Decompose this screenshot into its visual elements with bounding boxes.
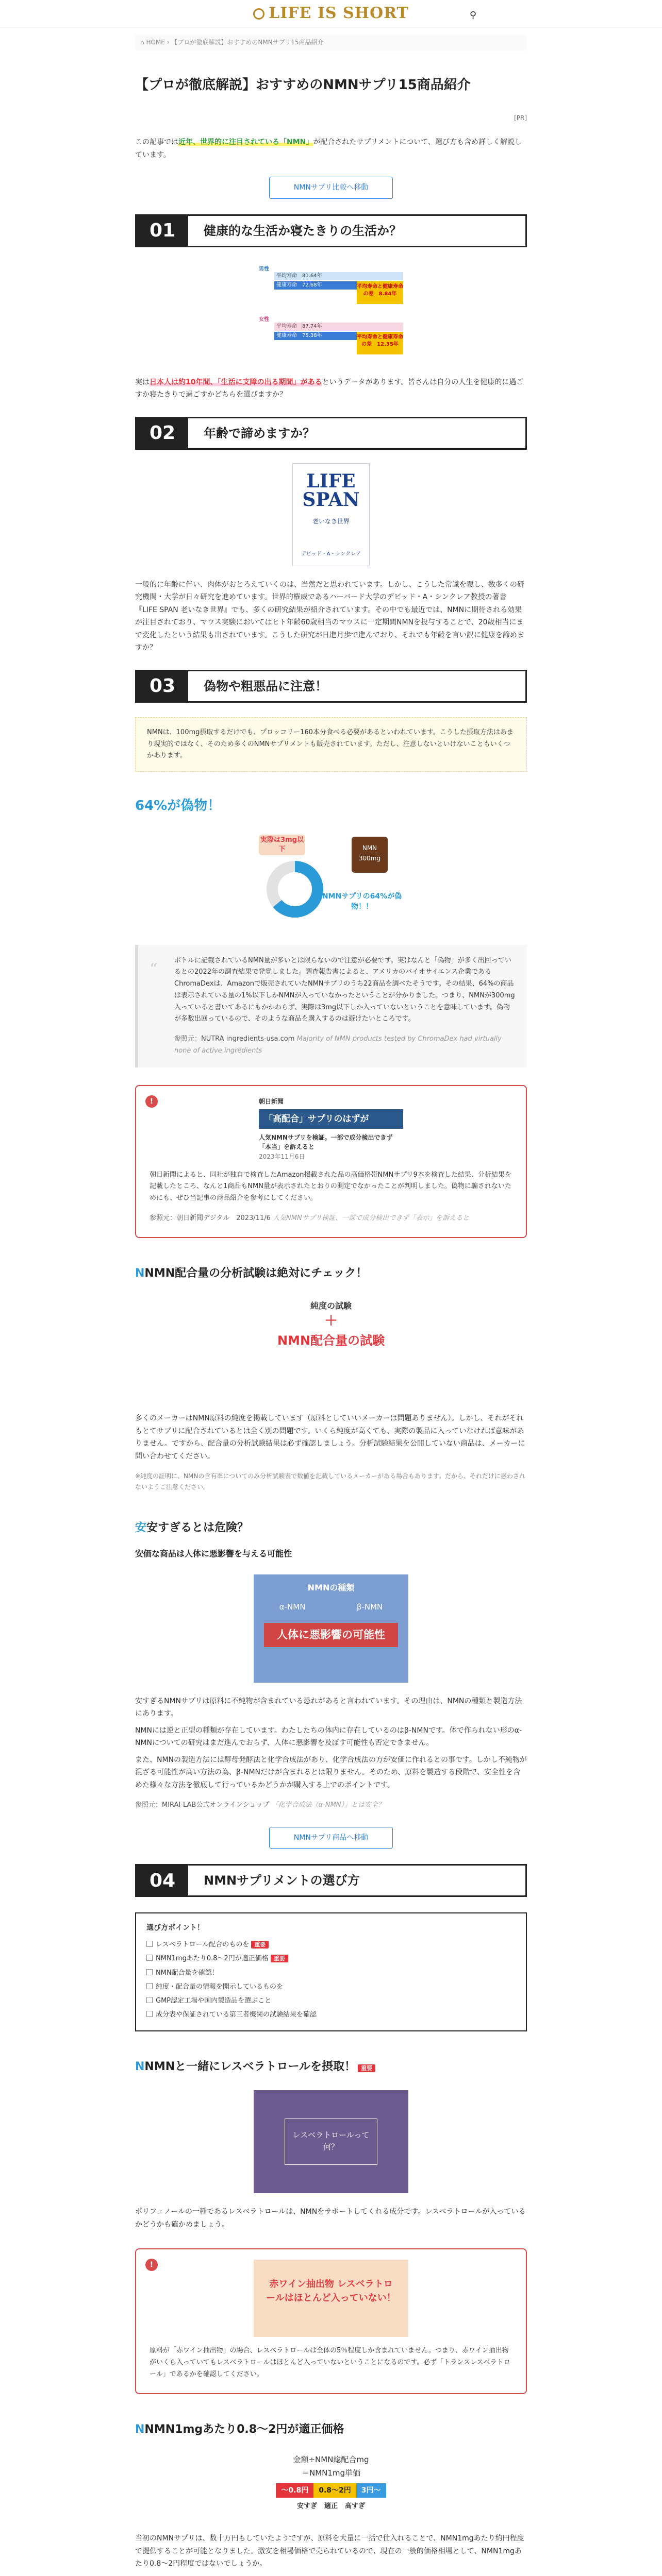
price-range-bar <box>254 2483 408 2498</box>
point-item <box>146 2008 516 2022</box>
point-text: レスベラトロール配合のものを <box>156 1940 250 1948</box>
product-button[interactable]: NMNサプリ商品へ移動 <box>269 1827 393 1849</box>
women-label: 女性 <box>259 316 269 323</box>
breadcrumb <box>135 35 527 50</box>
fake-rate-chart <box>254 832 408 924</box>
resveratrol-image <box>254 2090 408 2193</box>
point-item <box>146 1994 516 2008</box>
news-source: 朝日新聞 <box>259 1097 284 1105</box>
danger-reference <box>135 1800 527 1811</box>
price-text: 当初のNMNサプリは、数十万円もしていたようですが、原料を大量に一括で仕入れることで、NMN1mgあたり約円程度で提供することが可能となりました。激安を相場価格で売られているので、現在の一般的価格相場として、NMN1mgあたり0.8〜2円程度ではないでしょうか。 <box>135 2534 524 2568</box>
danger-heading: 安安すぎるとは危険？ <box>135 1521 249 1535</box>
price-formula-2: ＝NMN1mg単価 <box>301 2468 361 2478</box>
exclamation-icon: ! <box>145 2259 158 2271</box>
section-number: 01 <box>137 216 188 246</box>
quote-box <box>135 945 527 1067</box>
book-subtitle: 老いなき世界 <box>312 517 350 525</box>
men-label: 男性 <box>259 266 269 272</box>
section-number: 04 <box>137 1866 188 1895</box>
price-image <box>254 2453 408 2520</box>
important-tag: 重要 <box>251 1941 269 1948</box>
beta-nmn-label: β-NMN <box>356 1602 383 1612</box>
danger-text-1: 安すぎるNMNサプリは原料に不純物が含まれている恐れがあると言われています。その理由は、NMNの種類と製造方法にあります。 <box>135 1697 522 1718</box>
women-gap-box: 平均寿命と健康寿命の差 12.35年 <box>357 332 403 354</box>
danger-subheading: 安価な商品は人体に悪影響を与える可能性 <box>135 1548 292 1558</box>
page-title: 【プロが徹底解説】おすすめのNMNサプリ15商品紹介 <box>135 77 471 93</box>
nmn-types-title: NMNの種類 <box>307 1582 355 1592</box>
point-list <box>146 1938 516 2022</box>
price-heading: NNMN1mgあたり0.8〜2円が適正価格 <box>135 2422 344 2436</box>
resveratrol-text: ポリフェノールの一種であるレスベラトロールは、NMNをサポートしてくれる成分です。レスベラトロールが入っているかどうかも確かめましょう。 <box>135 2208 526 2229</box>
nmn-bottle-image: NMN 300mg <box>352 837 388 873</box>
news-body: 朝日新聞によると、同社が独自で検査したAmazon掲載された品の高価格帯NMNサプリ9本を検査した結果、分析結果を記載したところ、なんと1商品もNMN量が表示されたとおりの測定でなかったことが判明しました。偽物に騙されないためにも、ぜひ当記事の商品紹介を参考にしてください。 <box>150 1171 511 1202</box>
logo-text: LIFE IS SHORT <box>269 4 409 23</box>
lifespan-book-image <box>292 463 370 566</box>
news-reference <box>150 1213 512 1225</box>
checkbox-icon <box>146 2011 153 2017</box>
price-tag-high: 高すぎ <box>345 2502 366 2511</box>
pr-label: [PR] <box>514 114 527 122</box>
men-gap-box: 平均寿命と健康寿命の差 8.84年 <box>357 281 403 304</box>
section-number: 02 <box>137 418 188 448</box>
site-header <box>0 0 662 28</box>
wine-card <box>135 2248 527 2394</box>
site-logo[interactable] <box>253 0 409 27</box>
reference-link[interactable]: 「化学合成法（α-NMN）」とは安全？ <box>271 1801 385 1809</box>
home-icon: ⌂ <box>140 39 144 46</box>
nmn-types-row <box>254 1600 408 1614</box>
wine-text: 原料が「赤ワイン抽出物」の場合、レスベラトロールは全体の5％程度しか含まれていません。つまり、赤ワイン抽出物がいくら入っていてもレスベラトロールはほとんど入っていないということになるのです。必ず「トランスレスベラトロール」であるかを確認してください。 <box>150 2347 510 2378</box>
section-heading-4 <box>135 1864 527 1897</box>
point-item <box>146 1966 516 1980</box>
women-life-bar: 平均寿命 87.74年 <box>274 323 403 331</box>
nmn-types-image <box>254 1574 408 1683</box>
price-low: 〜0.8円 <box>276 2483 313 2498</box>
point-item <box>146 1952 516 1965</box>
logo-icon <box>253 8 264 20</box>
fake-rate-caption: NMNサプリの64%が偽物！！ <box>322 892 402 911</box>
amount-test-label: NMN配合量の試験 <box>277 1333 385 1348</box>
compare-button[interactable]: NMNサプリ比較へ移動 <box>269 177 393 199</box>
point-item <box>146 1938 516 1952</box>
purity-test-label: 純度の試験 <box>310 1301 352 1311</box>
section-title: 健康的な生活か寝たきりの生活か？ <box>204 223 402 238</box>
article <box>135 76 527 2570</box>
news-headline: 「高配合」サプリのはずが <box>259 1109 403 1129</box>
breadcrumb-home[interactable]: HOME <box>146 39 165 46</box>
women-healthy-bar: 健康寿命 75.38年 <box>274 332 357 340</box>
reference-label: 参照元：朝日新聞デジタル 2023/11/6 <box>150 1214 271 1222</box>
reference-link[interactable]: 人気NMNサプリ検証、一部で成分検出できず「表示」を訴えると <box>273 1214 470 1222</box>
section-heading-1 <box>135 214 527 247</box>
news-date: 2023年11月6日 <box>259 1153 305 1160</box>
fake-heading: 64%が偽物！ <box>135 798 221 814</box>
resveratrol-image-label: レスベラトロールって何？ <box>285 2119 377 2165</box>
analysis-image <box>264 1297 398 1400</box>
section-title: NMNサプリメントの選び方 <box>204 1873 360 1888</box>
checkbox-icon <box>146 1969 153 1975</box>
exclamation-icon: ! <box>145 1095 158 1108</box>
danger-text-2: NMNには逆と正型の種類が存在しています。わたしたちの体内に存在しているのはβ-NMNです。体で作られない形のα-NMNについての研究はまだ進んでおらず、人体に悪影響を及ぼす可能性も否定できません。 <box>135 1726 522 1748</box>
price-mid: 0.8〜2円 <box>313 2483 356 2498</box>
actual-amount-label: 実際は3mg以下 <box>259 835 305 855</box>
reference-label: 参照元：MIRAI-LAB公式オンラインショップ <box>135 1801 270 1809</box>
point-text: NMN1mgあたり0.8〜2円が適正価格 <box>156 1955 269 1963</box>
life-expectancy-chart <box>259 261 403 364</box>
price-high: 3円〜 <box>356 2483 386 2498</box>
analysis-footnote: ※純度の証明に、NMNの含有率についてのみ分析試験表で数値を記載しているメーカーがある場合もあります。だから、それだけに惑わされないようご注意ください。 <box>135 1472 525 1491</box>
point-text: GMP認定工場や国内製造品を選ぶこと <box>156 1997 272 2005</box>
nmn-note-box: NMNは、100mg摂取するだけでも、プロッコリー160本分食べる必要があるといわれています。こうした摂取方法はあまり現実的ではなく、そのため多くのNMNサプリメントも販売されています。ただし、注意しないといけないこともいくつかあります。 <box>135 717 527 772</box>
reference-label: 参照元：NUTRA ingredients-usa.com <box>174 1035 295 1043</box>
section-title: 年齢で諦めますか？ <box>204 426 315 440</box>
search-icon[interactable]: ⚲ <box>469 10 476 21</box>
price-tag-mid: 適正 <box>324 2502 338 2511</box>
point-text: 成分表や保証されている第三者機関の試験結果を確認 <box>156 2011 317 2019</box>
breadcrumb-current: 【プロが徹底解説】おすすめのNMNサプリ15商品紹介 <box>171 39 324 46</box>
breadcrumb-separator-icon: › <box>167 39 172 46</box>
point-title: 選び方ポイント！ <box>146 1924 204 1933</box>
danger-text-3: また、NMNの製造方法には酵母発酵法と化学合成法があり、化学合成法の方が安価に作れるとの事です。しかし不純物が混ざる可能性が高い方法の為、β-NMNだけが含まれるとは限りません。そのため、原料を製造する段階で、安全性を含めた様々な方法を徹底して行っているかどうかが購入する上でのポイントです。 <box>135 1755 527 1789</box>
price-formula-1: 金額÷NMN総配合mg <box>293 2455 369 2465</box>
alpha-nmn-label: α-NMN <box>279 1602 306 1612</box>
lead-text: この記事では近年、世界的に注目されている「NMN」が配合されたサプリメントについて、選び方も含め詳しく解説しています。 <box>135 138 522 159</box>
section-heading-2 <box>135 417 527 450</box>
book-author: デビッド・A・シンクレア <box>301 551 361 557</box>
news-subheadline: 人気NMNサプリを検証。一部で成分検出できず「本当」を訴えると <box>259 1133 393 1150</box>
point-item <box>146 1980 516 1994</box>
quote-icon: “ <box>150 960 158 978</box>
plus-label: ＋ <box>324 1313 338 1329</box>
quote-text: ボトルに記載されているNMN量が多いとは限らないので注意が必要です。実はなんと「偽物」が多く出回っているとの2022年の調査結果で発覚しました。調査報告書によると、アメリカのバイオサイエンス企業であるChromaDexは、Amazonで販売されていたNMNサプリのうち22商品を調べたそうです。その結果、64%の商品は表示されている量の1%以下しかNMNが入っていなかったということが分かりました。つまり、NMNが300mg入っていると書いてあるにもかかわらず、実際は3mg以下しか入っていないということを意味しています。偽物が多数出回っているので、そのような商品を購入するのは避けたいところです。 <box>174 956 515 1023</box>
analysis-heading: NNMN配合量の分析試験は絶対にチェック！ <box>135 1266 368 1280</box>
men-healthy-bar: 健康寿命 72.68年 <box>274 281 357 290</box>
price-tags <box>254 2501 408 2513</box>
section-2-text: 一般的に年齢に伴い、肉体がおとろえていくのは、当然だと思われています。しかし、こうした常識を覆し、数多くの研究機関・大学が日々研究を進めています。世界的権威であるハーバード大学のデビッド・A・シンクレア教授の著書『LIFE SPAN 老いなき世界』でも、多くの研究結果が紹介されています。その中でも最近では、NMNに期待される効果が注目されており、マウス実験においてはヒト年齢60歳相当のマウスに一定期間NMNを投与することで、20歳相当にまで変化したという結果も出されています。こうした研究が日進月歩で進んでおり、それでも年齢を言い訳に健康を諦めますか？ <box>135 580 524 652</box>
reference-link[interactable]: Majority of NMN products tested by ChromaDex had virtually none of active ingredients <box>174 1035 502 1055</box>
important-tag: 重要 <box>358 2064 375 2072</box>
wine-image: 赤ワイン抽出物 レスベラトロールはほとんど入っていない！ <box>254 2260 408 2337</box>
section-1-text: 実は日本人は約10年間、「生活に支障の出る期間」があるというデータがあります。皆さんは自分の人生を健康的に過ごすか寝たきりで過ごすかどちらを選びますか？ <box>135 378 524 399</box>
quote-reference <box>174 1033 516 1057</box>
section-title: 偽物や粗悪品に注意！ <box>204 679 327 693</box>
section-heading-3 <box>135 670 527 703</box>
book-title: LIFE SPAN <box>302 470 360 511</box>
resveratrol-heading: NNMNと一緒にレスベラトロールを摂取！ 重要 <box>135 2057 527 2077</box>
news-card <box>135 1085 527 1238</box>
analysis-text: 多くのメーカーはNMN原料の純度を掲載しています（原料としていいメーカーは問題ありません）。しかし、それがそれもとてサプリに配合されているとは全く別の問題です。いくら純度が高くても、実際の製品に入っていなければ意味がありません。ですから、配合量の分析試験結果は必ず確認しましょう。分析試験結果を公開していない商品は、メーカーに問い合わせてください。 <box>135 1414 525 1461</box>
checkbox-icon <box>146 1955 153 1961</box>
checkbox-icon <box>146 1983 153 1989</box>
checkbox-icon <box>146 1997 153 2003</box>
price-tag-low: 安すぎ <box>296 2502 317 2511</box>
point-box <box>135 1912 527 2031</box>
news-clipping <box>259 1096 403 1162</box>
important-tag: 重要 <box>271 1955 288 1962</box>
point-text: NMN配合量を確認！ <box>156 1969 219 1977</box>
point-text: 純度・配合量の情報を開示しているものを <box>156 1982 284 1991</box>
harmful-label: 人体に悪影響の可能性 <box>264 1623 398 1647</box>
checkbox-icon <box>146 1941 153 1947</box>
section-number: 03 <box>137 671 188 701</box>
men-life-bar: 平均寿命 81.64年 <box>274 272 403 280</box>
